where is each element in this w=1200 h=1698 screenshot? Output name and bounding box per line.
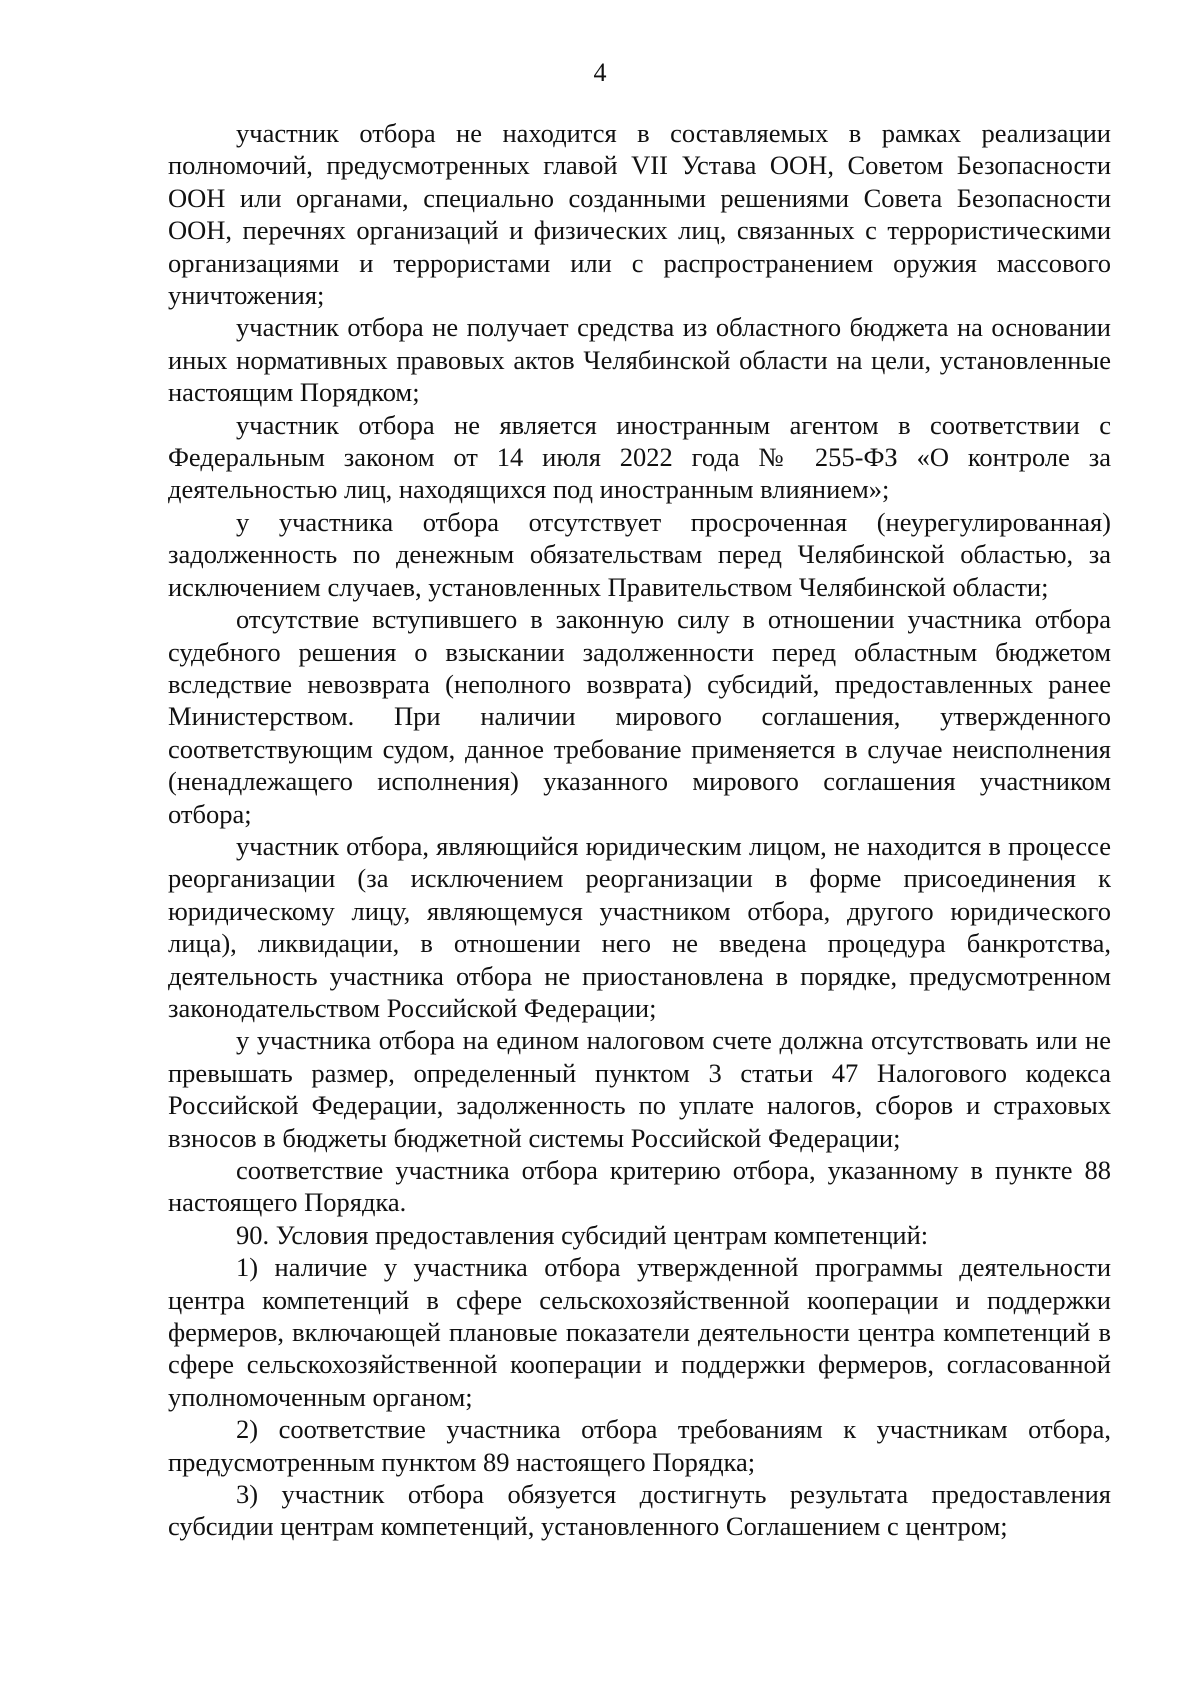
paragraph-condition-1: 1) наличие у участника отбора утвержденной программы деятельности центра компетенций в сфере сельскохозяйственной кооперации и поддержки фермеров, включающей плановые показатели деятельности центра компетенций в сфере сельскохозяйственной кооперации и поддержки фермеров, согласованной уполномоченным органом; bbox=[168, 1252, 1111, 1412]
paragraph-selection-criterion: соответствие участника отбора критерию отбора, указанному в пункте 88 настоящего Порядка. bbox=[168, 1155, 1111, 1218]
page-number: 4 bbox=[593, 58, 607, 87]
paragraph-condition-2: 2) соответствие участника отбора требованиям к участникам отбора, предусмотренным пунктом 89 настоящего Порядка; bbox=[168, 1414, 1111, 1477]
paragraph-sanctions-lists: участник отбора не находится в составляемых в рамках реализации полномочий, предусмотренных главой VII Устава ООН, Советом Безопасности ООН или органами, специально созданными решениями Совета Безопасности ООН, перечнях организаций и физических лиц, связанных с террористическими организациями и террористами или с распространением оружия массового уничтожения; bbox=[168, 118, 1111, 311]
paragraph-no-court-decision: отсутствие вступившего в законную силу в отношении участника отбора судебного решения о взыскании задолженности перед областным бюджетом вследствие невозврата (неполного возврата) субсидий, предоставленных ранее Министерством. При наличии мирового соглашения, утвержденного соответствующим судом, данное требование применяется в случае неисполнения (ненадлежащего исполнения) указанного мирового соглашения участником отбора; bbox=[168, 604, 1111, 829]
paragraph-section-90-heading: 90. Условия предоставления субсидий центрам компетенций: bbox=[236, 1219, 929, 1250]
paragraph-no-regional-funds: участник отбора не получает средства из областного бюджета на основании иных нормативных правовых актов Челябинской области на цели, установленные настоящим Порядком; bbox=[168, 312, 1111, 408]
paragraph-tax-debt: у участника отбора на едином налоговом счете должна отсутствовать или не превышать размер, определенный пунктом 3 статьи 47 Налогового кодекса Российской Федерации, задолженность по уплате налогов, сборов и страховых взносов в бюджеты бюджетной системы Российской Федерации; bbox=[168, 1025, 1111, 1153]
paragraph-no-reorganization: участник отбора, являющийся юридическим лицом, не находится в процессе реорганизации (за исключением реорганизации в форме присоединения к юридическому лицу, являющемуся участником отбора, другого юридического лица), ликвидации, в отношении него не введена процедура банкротства, деятельность участника отбора не приостановлена в порядке, предусмотренном законодательством Российской Федерации; bbox=[168, 830, 1111, 1023]
document-body bbox=[168, 117, 1111, 1543]
paragraph-not-foreign-agent: участник отбора не является иностранным агентом в соответствии с Федеральным законом от 14 июля 2022 года № 255-ФЗ «О контроле за деятельностью лиц, находящихся под иностранным влиянием»; bbox=[168, 409, 1111, 505]
paragraph-no-overdue-debt: у участника отбора отсутствует просроченная (неурегулированная) задолженность по денежным обязательствам перед Челябинской областью, за исключением случаев, установленных Правительством Челябинской области; bbox=[168, 506, 1111, 602]
paragraph-condition-3: 3) участник отбора обязуется достигнуть результата предоставления субсидии центрам компетенций, установленного Соглашением с центром; bbox=[168, 1479, 1111, 1542]
